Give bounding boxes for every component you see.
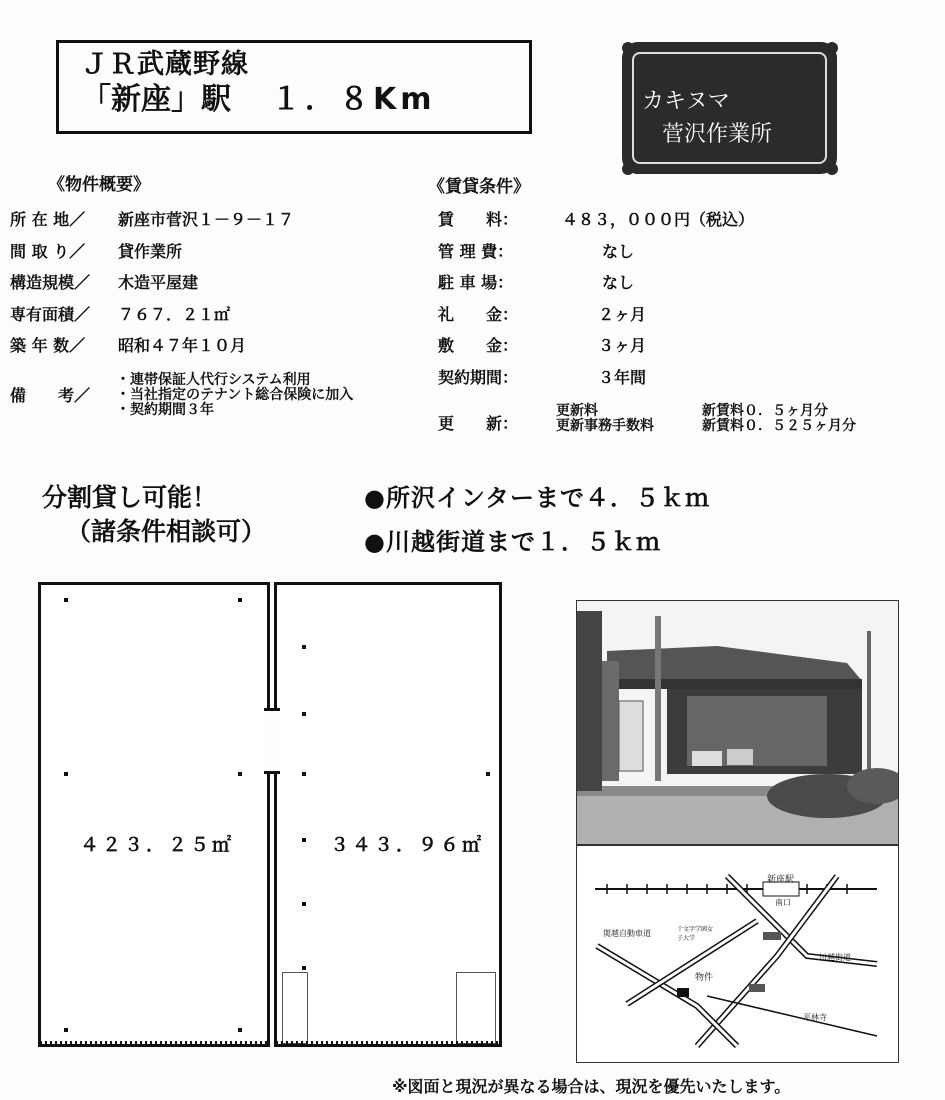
overview-label: 築 年 数／ [10,336,86,355]
floorplan-door [456,972,496,1044]
terms-label: 駐 車 場： [438,273,514,292]
overview-value: 木造平屋建 [118,273,199,292]
overview-list [10,210,294,368]
map-property-label: 物件 [695,973,714,983]
floorplan-door [282,972,308,1044]
station-line: ＪＲ武蔵野線 [81,49,249,80]
remark-item: ・契約期間３年 [116,402,214,418]
floorplan-wall [264,708,280,711]
badge-corner-dot [622,42,634,54]
column-mark [302,838,306,842]
station-distance: １．８Km [271,82,436,117]
column-mark [302,712,306,716]
renewal-row [556,404,856,419]
terms-row [438,210,754,242]
floorplan-left [38,582,270,1047]
terms-row [438,273,754,305]
overview-row [10,336,294,368]
property-photo [576,600,899,845]
column-mark [486,772,490,776]
column-mark [64,1028,68,1032]
photo-illustration [577,601,899,845]
overview-value: 新座市菅沢１－９－１７ [118,210,295,229]
renewal-item: 更新事務手数料 [556,418,654,434]
overview-label: 所 在 地／ [10,210,86,229]
badge-corner-dot [826,163,838,175]
terms-label: 礼 金： [438,305,519,324]
left-area: ４２３．２５㎡ [80,834,235,856]
floorplan-opening [264,710,280,772]
column-mark [302,772,306,776]
station-name-distance [81,81,529,119]
terms-label: 賃 料： [438,210,519,229]
overview-value: 貸作業所 [118,242,183,261]
renewal-item: 更新料 [556,403,598,419]
overview-label: 間 取 り／ [10,242,86,261]
terms-label: 敷 金： [438,336,519,355]
column-mark [238,598,242,602]
map-station-label: 新座駅 [767,875,795,885]
terms-value: ４８３，０００円（税込） [562,210,755,229]
column-mark [302,902,306,906]
map-temple-label: 平林寺 [803,1013,827,1022]
overview-row [10,242,294,273]
access-item: ●所沢インターまで４．５ｋｍ [364,484,710,512]
terms-value: なし [602,273,635,292]
terms-value: ３ヶ月 [598,336,647,355]
terms-label: 契約期間： [438,368,519,387]
column-mark [238,1028,242,1032]
overview-value: 昭和４７年１０月 [118,336,247,355]
map-road1-label: 関越自動車道 [603,929,651,938]
column-mark [64,598,68,602]
terms-label: 管 理 費： [438,242,514,261]
promo-line1: 分割貸し可能！ [42,483,218,512]
terms-value: ３年間 [598,368,647,387]
terms-heading: 《賃貸条件》 [428,177,530,197]
access-item: ●川越街道まで１．５ｋｍ [364,528,661,556]
badge-corner-dot [622,163,634,175]
renewal-row [556,419,856,434]
terms-value: なし [602,242,635,261]
overview-label: 専有面積／ [10,305,91,324]
disclaimer: ※図面と現況が異なる場合は、現況を優先いたします。 [392,1077,791,1096]
remark-item: ・当社指定のテナント総合保険に加入 [116,387,354,403]
floorplan-hatch [40,1041,268,1045]
column-mark [302,966,306,970]
overview-label: 構造規模／ [10,273,91,292]
terms-row [438,336,754,368]
terms-row [438,368,754,400]
terms-row [438,242,754,273]
remarks-label: 備 考／ [10,386,91,405]
overview-row [10,305,294,336]
renewal-value: 新賃料０．５２５ヶ月分 [702,418,856,434]
remarks-list [116,373,353,418]
overview-heading: 《物件概要》 [48,175,150,195]
overview-row [10,210,294,242]
renewal-list [556,404,856,434]
column-mark [302,645,306,649]
station-name: 「新座」駅 [81,82,231,117]
renewal-value: 新賃料０．５ヶ月分 [702,403,828,419]
column-mark [64,772,68,776]
overview-row [10,273,294,305]
overview-value: ７６７．２１㎡ [118,305,231,324]
column-mark [238,772,242,776]
company-badge [622,42,837,174]
remark-item: ・連帯保証人代行システム利用 [116,372,311,388]
station-box [56,40,532,134]
floorplan-wall [264,771,280,774]
map-school-label: 十文字学園女子大学 [677,926,714,942]
badge-corner-dot [826,42,838,54]
right-area: ３４３．９６㎡ [330,834,485,856]
renewal-label: 更 新： [438,414,519,433]
company-line2: 菅沢作業所 [662,122,773,147]
map-road2-label: 川越街道 [819,953,851,962]
company-line1: カキヌマ [642,89,730,114]
terms-value: ２ヶ月 [598,305,647,324]
promo-line2: （諸条件相談可） [66,517,267,546]
location-map [576,845,899,1063]
terms-row [438,305,754,336]
terms-list [438,210,754,400]
map-exit-label: 南口 [775,898,791,907]
floorplan-hatch [276,1041,500,1045]
